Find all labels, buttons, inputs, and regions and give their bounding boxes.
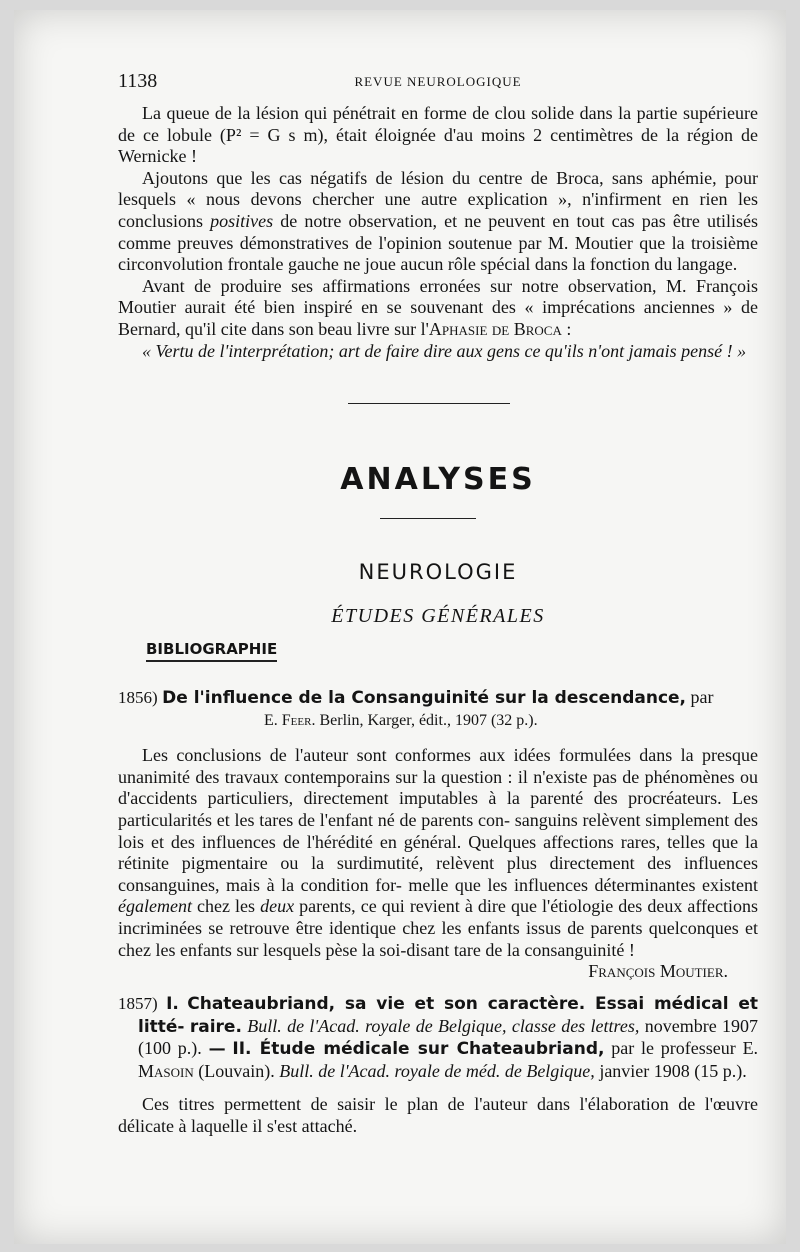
paragraph [118,168,758,276]
text-line: presque unanimité des travaux contemporains sur la question : il n'existe pas [118,745,758,787]
title-underline [380,518,476,519]
text-line: de notre observation, et ne peuvent en tout cas pas être [280,210,700,231]
text-line: de phénomènes ou d'accidents particuliers, directement imputables à la parenté [118,766,759,809]
text-line: la troisième circonvolution frontale gauche ne joue aucun rôle spécial dans la [118,232,758,275]
subsection-title: NEUROLOGIE [358,560,518,584]
small-caps-title: Aphasie de Broca [428,318,562,339]
page-number: 1138 [118,70,158,92]
entry-number: 1857) [118,994,158,1013]
page-count: (100 p.). [138,1038,202,1059]
text-line: fonction du langage. [589,254,738,275]
entry-par: par [690,687,714,707]
journal-reference: Bull. de l'Acad. royale de méd. de Belgique, [279,1060,595,1081]
text-line: délicate à laquelle il s'est attaché. [118,1115,358,1136]
dash: — [208,1039,226,1060]
author-suffix: (Louvain). [193,1060,275,1081]
text-line: pensé ! » [681,340,747,361]
reference-text: . Berlin, Karger, édit., 1907 (32 p.). [311,711,538,729]
journal-reference: Bull. de l'Acad. royale de Belgique, classe des lettres, [247,1015,640,1036]
top-paragraphs [118,103,758,362]
text-line: de Bernard, qu'il cite dans son beau livre sur l' [118,297,759,339]
text-line: La queue de la lésion qui pénétrait en forme de clou solide dans la partie [142,103,678,123]
entry-title: Chateaubriand, sa vie et son caractère. Essai médical et litté- [138,994,759,1037]
separator-rule [348,403,510,404]
reference-date: novembre 1907 [644,1015,759,1036]
entry-body [118,1094,758,1137]
emphasis: également [118,896,192,917]
paragraph [118,276,758,341]
text-line: Moutier aurait été bien inspiré en se souvenant des « imprécations anciennes » [118,297,733,318]
entry-number: 1856) [118,688,158,707]
section-title: ANALYSES [340,462,536,497]
text-line: chez les [197,896,256,917]
page-count: (15 p.). [694,1060,747,1081]
entry-title: De l'influence de la Consanguinité sur la descendance, [162,688,687,708]
entry-heading [118,993,758,1082]
text-line: parents, [299,896,356,917]
text-line: « Vertu de l'interprétation; art de faire dire aux gens ce qu'ils n'ont jamais [142,340,677,361]
emphasis: deux [260,896,295,917]
text-line: Les conclusions de l'auteur sont conformes aux idées formulées dans la [142,745,694,766]
entry-body [118,745,758,961]
author-name: Feer [281,711,312,729]
emphasis: positives [210,210,274,231]
text-line: utilisés comme preuves démonstratives de l'opinion soutenue par M. Moutier que [118,210,758,253]
reference-date: janvier 1908 [599,1060,690,1081]
text-line: supérieure de ce lobule (P² = G s m), était éloignée d'au moins 2 centimètres de [118,103,758,145]
text-line: relèvent plus directement des influences consanguines, mais à la condition for- [118,853,759,895]
paragraph [118,103,758,168]
entry-title: raire. [189,1016,242,1037]
text-line: Ajoutons que les cas négatifs de lésion du centre de Broca, sans aphémie, [142,167,717,188]
text-line: pour lesquels « nous devons chercher une autre explication », n'infirment en rien [118,167,759,210]
text-line: melle que les influences déterminantes existent [408,874,758,895]
reference-text: E. [264,711,282,729]
category-heading: BIBLIOGRAPHIE [146,640,277,662]
text-line: Ces titres permettent de saisir le plan de l'auteur dans l'élaboration de l'œuvre [142,1094,758,1115]
text-line: Quelques affections rares, telles que la rétinite pigmentaire ou la surdimutité, [118,831,759,874]
text-line: la région de Wernicke ! [118,124,759,167]
text-line: des procréateurs. Les particularités et les tares de l'enfant né de parents con- [118,788,759,830]
author-prefix: E. [742,1038,759,1059]
subsubsection-title: ÉTUDES GÉNÉRALES [331,605,545,627]
text-line: ce qui revient à dire que l'étiologie des deux affections incriminées se retrouve [118,896,759,938]
bibliography-entry [118,687,758,983]
text-line: les conclusions [118,189,759,231]
text-line: sanguins relèvent simplement des lois et des influences de l'hérédité en général. [118,809,758,852]
author-name: Masoin [138,1060,194,1081]
text-line: sur lesquels pèse la soi-disant tare de la consanguinité ! [236,939,635,960]
entry-title: II. Étude médicale sur Chateaubriand, [232,1039,605,1060]
signature: François Moutier. [588,961,728,982]
page-header [118,70,758,92]
entry-reference [118,710,758,732]
bibliography-entry [118,993,758,1138]
running-head: REVUE NEUROLOGIQUE [354,74,522,89]
entry-heading [118,687,758,710]
text-line: Avant de produire ses affirmations erronées sur notre observation, M. François [142,275,758,296]
quotation [118,341,758,363]
text-line: être identique chez les enfants issus de parents quelconques et chez les enfants [118,917,759,960]
roman-numeral: I. [166,994,179,1014]
reference-text: par le professeur [611,1038,736,1059]
text-line: : [561,318,572,339]
